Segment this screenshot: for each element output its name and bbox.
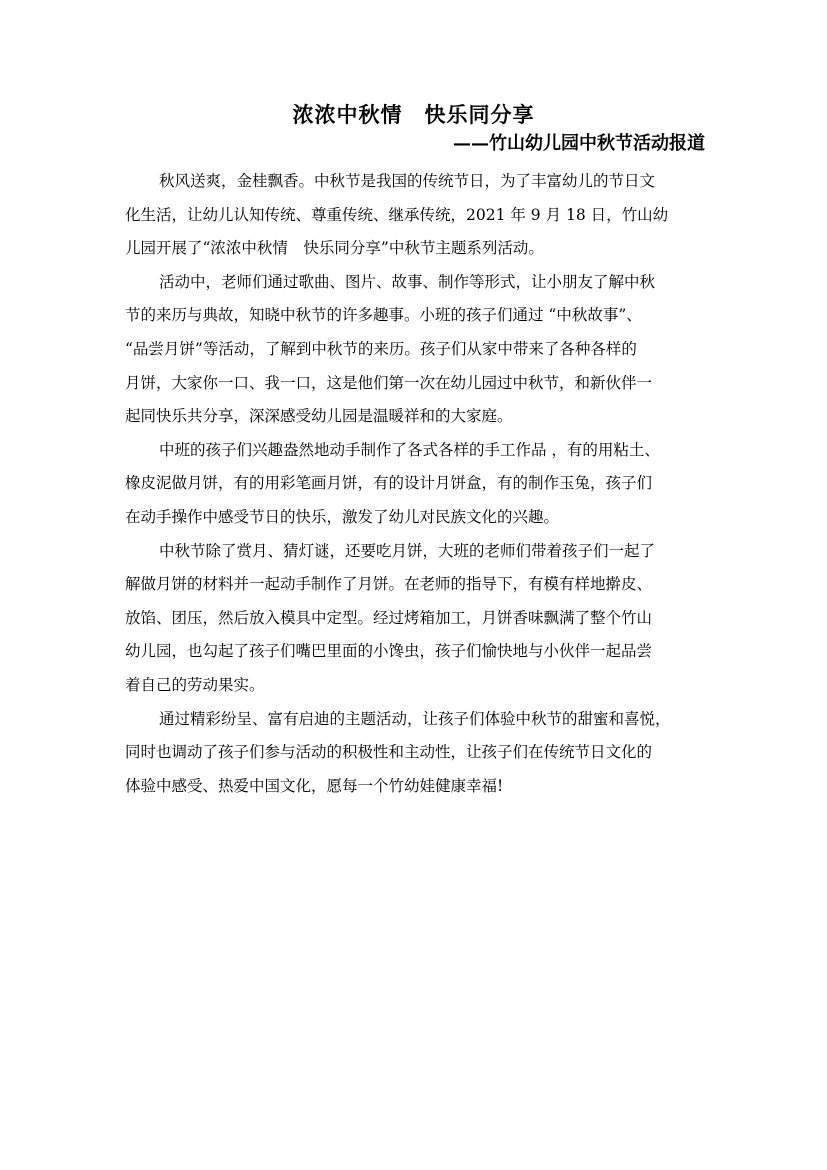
text-line: 中班的孩子们兴趣盎然地动手制作了各式各样的手工作品 ，有的用粘土、 — [159, 440, 660, 459]
text-line: 放馅、团压，然后放入模具中定型。经过烤箱加工，月饼香味飘满了整个竹山 — [125, 608, 653, 627]
paragraph-5 — [125, 703, 715, 804]
paragraph-1 — [125, 165, 715, 266]
text-line: 儿园开展了“浓浓中秋情 快乐同分享”中秋节主题系列活动。 — [125, 239, 544, 258]
article-body — [125, 165, 715, 803]
text-line: 起同快乐共分享，深深感受幼儿园是温暖祥和的大家庭。 — [125, 407, 513, 426]
text-line: 活动中，老师们通过歌曲、图片、故事、制作等形式，让小朋友了解中秋 — [159, 272, 656, 291]
text-line: 秋风送爽，金桂飘香。中秋节是我国的传统节日，为了丰富幼儿的节日文 — [159, 172, 656, 190]
text-line: 橡皮泥做月饼，有的用彩笔画月饼，有的设计月饼盒，有的制作玉兔，孩子们 — [125, 474, 653, 493]
page-title: 浓浓中秋情 快乐同分享 — [292, 102, 535, 127]
text-line: 着自己的劳动果实。 — [125, 675, 265, 694]
page-subtitle: ——竹山幼儿园中秋节活动报道 — [453, 133, 705, 154]
text-line: “品尝月饼”等活动，了解到中秋节的来历。孩子们从家中带来了各种各样的 — [125, 339, 637, 358]
text-line: 在动手操作中感受节日的快乐，激发了幼儿对民族文化的兴趣。 — [125, 507, 560, 526]
paragraph-4 — [125, 535, 715, 703]
text-line: 通过精彩纷呈、富有启迪的主题活动，让孩子们体验中秋节的甜蜜和喜悦， — [159, 709, 671, 728]
text-line: 同时也调动了孩子们参与活动的积极性和主动性，让孩子们在传统节日文化的 — [125, 743, 653, 762]
paragraph-3 — [125, 434, 715, 535]
text-line: 中秋节除了赏月、猜灯谜，还要吃月饼，大班的老师们带着孩子们一起了 — [159, 541, 656, 560]
text-line: 解做月饼的材料并一起动手制作了月饼。在老师的指导下，有模有样地擀皮、 — [125, 575, 653, 594]
text-line: 化生活，让幼儿认知传统、尊重传统、继承传统，2021 年 9 月 18 日，竹山幼 — [125, 205, 669, 224]
paragraph-2 — [125, 266, 715, 434]
text-line: 幼儿园，也勾起了孩子们嘴巴里面的小馋虫，孩子们愉快地与小伙伴一起品尝 — [125, 642, 653, 661]
text-line: 月饼，大家你一口、我一口，这是他们第一次在幼儿园过中秋节，和新伙伴一 — [125, 373, 653, 392]
text-line: 节的来历与典故，知晓中秋节的许多趣事。小班的孩子们通过 “中秋故事”、 — [125, 306, 642, 325]
text-line: 体验中感受、热爱中国文化，愿每一个竹幼娃健康幸福! — [125, 776, 504, 795]
